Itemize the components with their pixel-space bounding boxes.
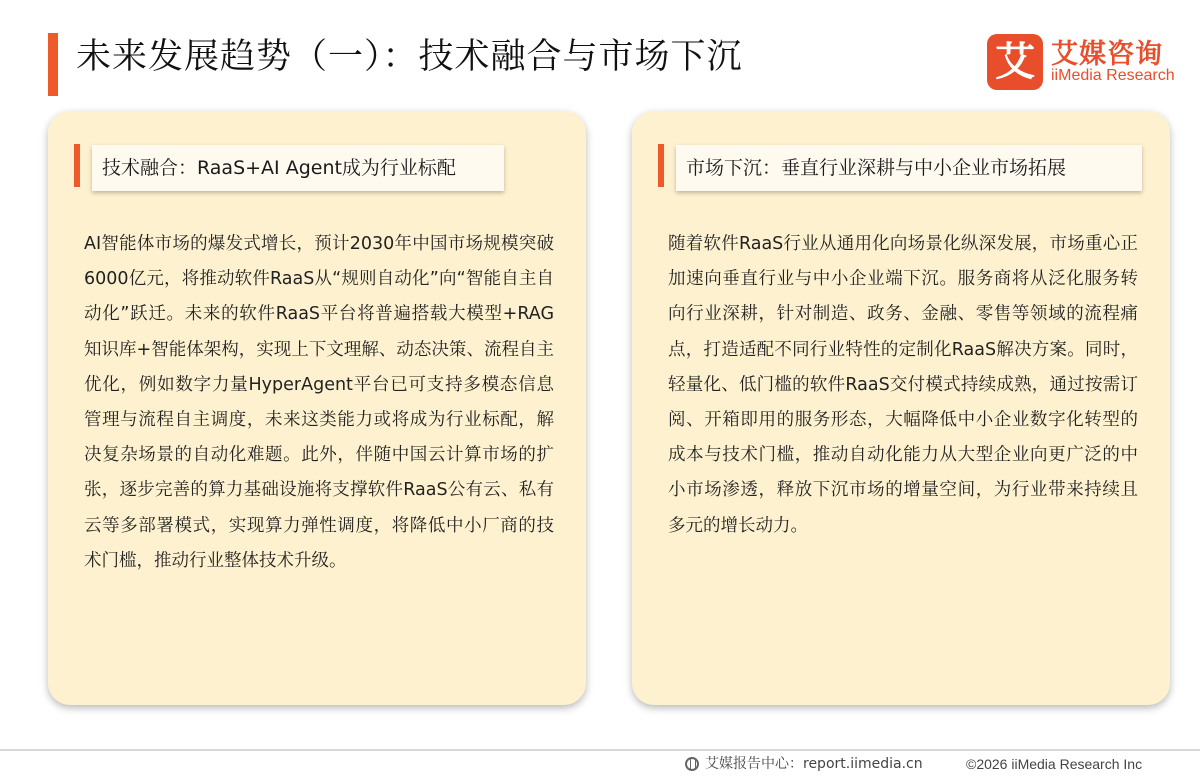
footer-divider [0,749,1200,751]
footer-source[interactable] [685,753,923,775]
card-body-text: 随着软件RaaS行业从通用化向场景化纵深发展，市场重心正加速向垂直行业与中小企业端下沉。服务商将从泛化服务转向行业深耕，针对制造、政务、金融、零售等领域的流程痛点，打造适配不同行业特性的定制化RaaS解决方案。同时，轻量化、低门槛的软件RaaS交付模式持续成熟，通过按需订阅、开箱即用的服务形态，大幅降低中小企业数字化转型的成本与技术门槛，推动自动化能力从大型企业向更广泛的中小市场渗透，释放下沉市场的增量空间，为行业带来持续且多元的增长动力。 [668,234,1138,536]
card-heading: 技术融合：RaaS+AI Agent成为行业标配 [92,145,504,191]
card-accent-bar [74,144,80,187]
logo-name-en: iiMedia Research [1051,67,1175,84]
market-sinking-card [632,111,1170,705]
card-accent-bar [658,144,664,187]
logo-name-cn: 艾媒咨询 [1051,39,1163,70]
report-center-icon [685,757,699,771]
title-accent-bar [48,33,58,96]
iimedia-logo [987,34,1177,92]
card-heading: 市场下沉：垂直行业深耕与中小企业市场拓展 [676,145,1142,191]
page-title: 未来发展趋势（一）：技术融合与市场下沉 [76,37,743,77]
tech-fusion-card [48,111,586,705]
footer-copyright: ©2026 iiMedia Research Inc [966,756,1143,772]
iimedia-logo-icon: 艾 [987,34,1043,90]
footer-source-text[interactable]: 艾媒报告中心：report.iimedia.cn [705,756,923,772]
card-body-text: AI智能体市场的爆发式增长，预计2030年中国市场规模突破6000亿元，将推动软件RaaS从“规则自动化”向“智能自主自动化”跃迁。未来的软件RaaS平台将普遍搭载大模型+RAG知识库+智能体架构，实现上下文理解、动态决策、流程自主优化，例如数字力量HyperAgent平台已可支持多模态信息管理与流程自主调度，未来这类能力或将成为行业标配，解决复杂场景的自动化难题。此外，伴随中国云计算市场的扩张，逐步完善的算力基础设施将支撑软件RaaS公有云、私有云等多部署模式，实现算力弹性调度，将降低中小厂商的技术门槛，推动行业整体技术升级。 [84,234,554,571]
